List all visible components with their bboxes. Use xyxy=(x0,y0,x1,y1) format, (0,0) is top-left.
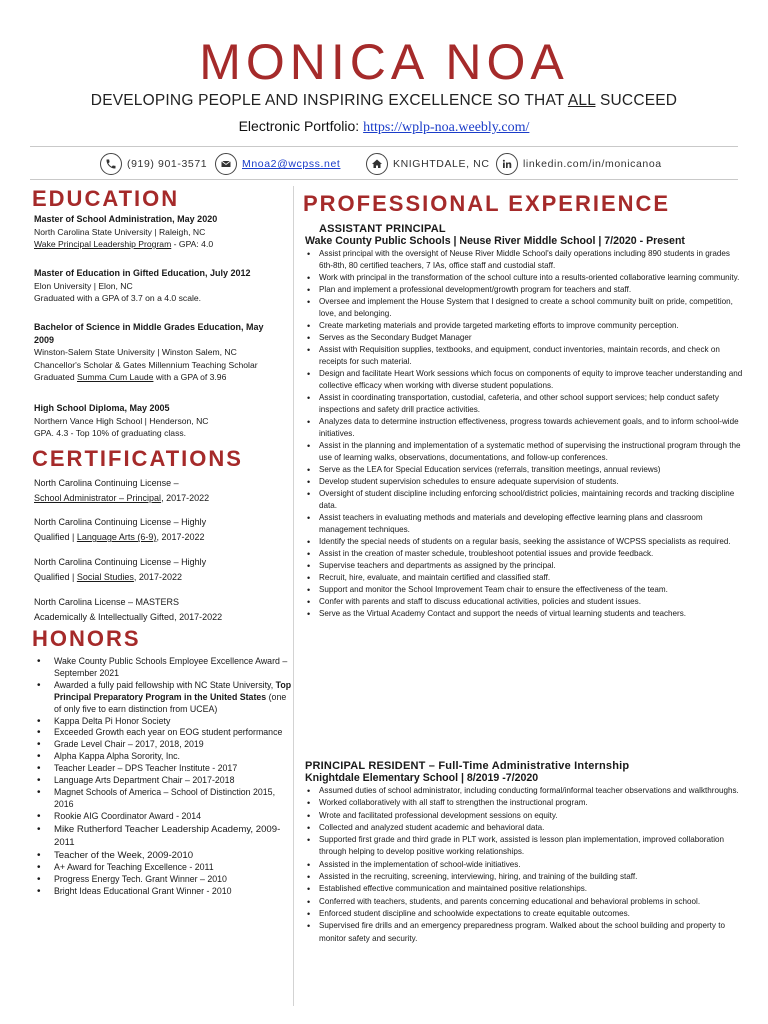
degree-title: Master of School Administration, May 2020 xyxy=(34,214,218,224)
list-item: • Serve as the LEA for Special Education services (referrals, transition meetings, annual reviews) xyxy=(305,464,745,476)
column-divider xyxy=(293,186,294,1006)
list-item: • Supervised fire drills and an emergency preparedness program. Walked about the school building and property to monitor safety and security. xyxy=(305,920,745,945)
education-entry xyxy=(34,402,286,439)
honor-text: Awarded a fully paid fellowship with NC State University, xyxy=(54,679,276,690)
list-item: • Exceeded Growth each year on EOG student performance xyxy=(34,727,292,739)
contact-bar xyxy=(30,146,738,180)
envelope-icon xyxy=(215,153,237,175)
list-item: • Kappa Delta Pi Honor Society xyxy=(34,716,292,728)
cert-prefix: Qualified | xyxy=(34,532,77,542)
honors-gpa: with a GPA of 3.96 xyxy=(153,372,227,382)
list-item: • Develop student supervision schedules to ensure adequate supervision of students. xyxy=(305,476,745,488)
duties-list xyxy=(305,248,745,620)
list-item: • Assisted in the implementation of school-wide initiatives. xyxy=(305,859,745,871)
list-item: • Oversee and implement the House System that I designed to create a school community built on pride, competition, love, and belonging. xyxy=(305,296,745,320)
honor-emphasis: Top Principal Preparatory Program in the United States xyxy=(54,679,292,702)
list-item: • Assist with Requisition supplies, textbooks, and equipment, conduct inventories, maintain records, and check on receipts for such material. xyxy=(305,344,745,368)
list-item: • Teacher of the Week, 2009-2010 xyxy=(34,849,292,862)
certifications-heading: CERTIFICATIONS xyxy=(32,446,243,471)
contact-location xyxy=(366,152,490,176)
list-item: • Assist principal with the oversight of Neuse River Middle School's daily operations including 890 students in grades 6th-8th, 80 certified teachers, 7 IAs, office staff and custodial staff. xyxy=(305,248,745,272)
certification-item xyxy=(34,515,288,545)
cert-line xyxy=(34,491,288,506)
list-item: • Work with principal in the transformation of the school culture into a results-oriented collaborative learning community. xyxy=(305,272,745,284)
degree-school: Winston-Salem State University | Winston Salem, NC xyxy=(34,347,237,358)
list-item: • Worked collaboratively with all staff to strengthen the instructional program. xyxy=(305,797,745,809)
cert-line xyxy=(34,530,288,545)
cert-line: North Carolina Continuing License – Highly xyxy=(34,557,207,567)
linkedin-icon xyxy=(496,153,518,175)
list-item: • Rookie AIG Coordinator Award - 2014 xyxy=(34,811,292,823)
cert-line xyxy=(34,570,288,585)
phone-number: (919) 901-3571 xyxy=(127,158,208,170)
degree-detail: Chancellor's Scholar & Gates Millennium Teaching Scholar xyxy=(34,359,258,370)
contact-linkedin xyxy=(496,152,662,176)
list-item: • Assist in the creation of master schedule, troubleshoot potential issues and provide feedback. xyxy=(305,548,745,560)
cert-dates: , 2017-2022 xyxy=(156,532,205,542)
tagline-text-start: DEVELOPING PEOPLE AND INSPIRING EXCELLENCE SO THAT xyxy=(90,92,568,109)
cert-line: North Carolina Continuing License – xyxy=(34,478,179,488)
location-text: KNIGHTDALE, NC xyxy=(393,158,490,170)
list-item: • Alpha Kappa Alpha Sorority, Inc. xyxy=(34,751,292,763)
list-item: • Wake County Public Schools Employee Excellence Award – September 2021 xyxy=(34,656,292,680)
tagline-emphasis: ALL xyxy=(567,92,596,109)
list-item: • Assisted in the recruiting, screening, interviewing, hiring, and training of the building staff. xyxy=(305,871,745,883)
job-organization: Knightdale Elementary School | 8/2019 -7/2020 xyxy=(305,772,539,784)
list-item: • Enforced student discipline and schoolwide expectations to create equitable outcomes. xyxy=(305,908,745,920)
education-heading: EDUCATION xyxy=(32,186,180,211)
list-item: • Confer with parents and staff to discuss educational activities, policies and student issues. xyxy=(305,596,745,608)
certification-item xyxy=(34,595,288,625)
phone-icon xyxy=(100,153,122,175)
cert-line: Academically & Intellectually Gifted, 2017-2022 xyxy=(34,612,223,622)
portfolio-label: Electronic Portfolio: xyxy=(238,118,364,134)
list-item: • Assist in the planning and implementation of a systematic method of supervising the instructional program through the use of learning walks, observations, documentations, and follow-up conferences. xyxy=(305,440,745,464)
list-item: • Teacher Leader – DPS Teacher Institute - 2017 xyxy=(34,763,292,775)
list-item: • Create marketing materials and provide targeted marketing efforts to improve community perception. xyxy=(305,320,745,332)
list-item: • Oversight of student discipline including enforcing school/district policies, maintaining records and tracking discipline data. xyxy=(305,488,745,512)
honors-prefix: Graduated xyxy=(34,372,77,382)
degree-detail xyxy=(34,238,286,250)
list-item: • Assumed duties of school administrator, including conducting formal/informal teacher observations and walkthroughs. xyxy=(305,785,745,797)
portfolio-line xyxy=(0,118,768,136)
list-item: • Plan and implement a professional development/growth program for teachers and staff. xyxy=(305,284,745,296)
education-entry xyxy=(34,321,286,383)
degree-school: North Carolina State University | Raleigh, NC xyxy=(34,226,206,237)
honors-distinction: Summa Cum Laude xyxy=(77,372,154,382)
job-title: ASSISTANT PRINCIPAL xyxy=(319,223,446,235)
degree-detail: GPA. 4.3 - Top 10% of graduating class. xyxy=(34,428,187,438)
list-item: • Recruit, hire, evaluate, and maintain certified and classified staff. xyxy=(305,572,745,584)
list-item: • Wrote and facilitated professional development sessions on equity. xyxy=(305,810,745,822)
list-item: • Conferred with teachers, students, and parents concerning educational and behavioral problems in school. xyxy=(305,896,745,908)
list-item: • Support and monitor the School Improvement Team chair to ensure the effectiveness of the team. xyxy=(305,584,745,596)
job-title: PRINCIPAL RESIDENT – Full-Time Administrative Internship xyxy=(305,760,630,772)
tagline xyxy=(0,92,768,110)
cert-line: North Carolina Continuing License – Highly xyxy=(34,517,207,527)
contact-phone xyxy=(100,152,207,176)
education-entry xyxy=(34,267,286,304)
degree-title: High School Diploma, May 2005 xyxy=(34,403,170,413)
degree-detail: Graduated with a GPA of 3.7 on a 4.0 scale. xyxy=(34,293,202,303)
list-item: • Assist in coordinating transportation, custodial, cafeteria, and other school support services; help conduct safety inspections and safety drill practice activities. xyxy=(305,392,745,416)
cert-line: North Carolina License – MASTERS xyxy=(34,597,180,607)
list-item: • Language Arts Department Chair – 2017-2018 xyxy=(34,775,292,787)
honors-heading: HONORS xyxy=(32,626,141,651)
tagline-text-end: SUCCEED xyxy=(595,92,678,109)
list-item: • Supported first grade and third grade in PLT work, assisted is lesson plan implementation, improved collaboration through helping to develop positive working relationships. xyxy=(305,834,745,859)
portfolio-link[interactable]: https://wplp-noa.weebly.com/ xyxy=(363,120,530,135)
degree-honors xyxy=(34,371,286,383)
list-item: • Design and facilitate Heart Work sessions which focus on components of equity to improve teacher understanding and collective efficacy when working with diverse student populations. xyxy=(305,368,745,392)
cert-dates: , 2017-2022 xyxy=(133,572,182,582)
list-item: • Serve as the Virtual Academy Contact and support the needs of virtual learning students and teachers. xyxy=(305,608,745,620)
list-item: • Magnet Schools of America – School of Distinction 2015, 2016 xyxy=(34,787,292,811)
degree-title: Master of Education in Gifted Education, July 2012 xyxy=(34,268,251,278)
cert-area: School Administrator – Principal xyxy=(34,493,162,503)
list-item: • Mike Rutherford Teacher Leadership Academy, 2009-2011 xyxy=(34,823,292,849)
home-icon xyxy=(366,153,388,175)
job-principal-resident xyxy=(305,760,745,945)
list-item: • Identify the special needs of students on a regular basis, seeking the assistance of WCPSS specialists as required. xyxy=(305,536,745,548)
list-item: • Grade Level Chair – 2017, 2018, 2019 xyxy=(34,739,292,751)
degree-school: Elon University | Elon, NC xyxy=(34,280,133,291)
experience-heading: PROFESSIONAL EXPERIENCE xyxy=(303,191,671,216)
duties-list xyxy=(305,785,745,945)
resume-name: MONICA NOA xyxy=(199,34,569,90)
job-organization: Wake County Public Schools | Neuse River Middle School | 7/2020 - Present xyxy=(305,235,685,247)
education-entry xyxy=(34,213,286,250)
honors-list xyxy=(34,656,292,897)
list-item: • Collected and analyzed student academic and behavioral data. xyxy=(305,822,745,834)
job-assistant-principal xyxy=(305,223,745,620)
list-item: • Assist teachers in evaluating methods and materials and developing effective learning plans and classroom management techniques. xyxy=(305,512,745,536)
degree-title: Bachelor of Science in Middle Grades Education, May 2009 xyxy=(34,322,264,345)
certification-item xyxy=(34,555,288,585)
degree-school: Northern Vance High School | Henderson, NC xyxy=(34,415,209,426)
cert-prefix: Qualified | xyxy=(34,572,77,582)
program-name: Wake Principal Leadership Program xyxy=(34,239,172,249)
cert-area: Social Studies xyxy=(76,572,134,582)
list-item: • Bright Ideas Educational Grant Winner - 2010 xyxy=(34,886,292,898)
certification-item xyxy=(34,476,288,506)
list-item xyxy=(34,680,292,716)
contact-email xyxy=(215,152,340,176)
linkedin-url[interactable]: linkedin.com/in/monicanoa xyxy=(523,158,662,170)
cert-dates: , 2017-2022 xyxy=(161,493,210,503)
program-gpa: - GPA: 4.0 xyxy=(171,239,214,249)
list-item: • Serves as the Secondary Budget Manager xyxy=(305,332,745,344)
list-item: • Established effective communication and maintained positive relationships. xyxy=(305,883,745,895)
list-item: • Analyzes data to determine instruction effectiveness, progress towards achievement goals, and to inform school-wide initiatives. xyxy=(305,416,745,440)
list-item: • Supervise teachers and departments as assigned by the principal. xyxy=(305,560,745,572)
cert-area: Language Arts (6-9) xyxy=(76,532,157,542)
list-item: • Progress Energy Tech. Grant Winner – 2010 xyxy=(34,874,292,886)
email-link[interactable]: Mnoa2@wcpss.net xyxy=(242,158,341,170)
list-item: • A+ Award for Teaching Excellence - 2011 xyxy=(34,862,292,874)
honor-note: (one of only five to earn distinction from UCEA) xyxy=(54,691,287,714)
